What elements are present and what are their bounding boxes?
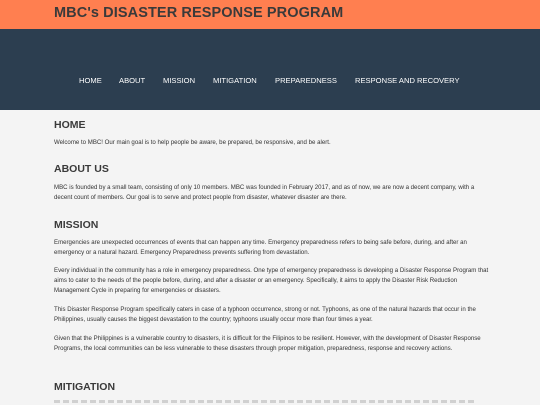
about-heading: ABOUT US — [54, 163, 109, 175]
nav-mission[interactable]: MISSION — [163, 76, 196, 85]
header-bar — [0, 0, 540, 29]
nav-about[interactable]: ABOUT — [119, 76, 146, 85]
cut-off-text-line — [54, 400, 474, 403]
mission-heading: MISSION — [54, 219, 99, 231]
main-navigation — [0, 29, 540, 110]
nav-preparedness[interactable]: PREPAREDNESS — [275, 76, 337, 85]
mission-paragraph-1: Emergencies are unexpected occurrences of events that can happen any time. Emergency preparedness refers to being safe before, during, and after an emergency or a natural hazard. Emergency Preparedness prevents suffering from devastation. — [54, 239, 467, 257]
mission-paragraph-3: This Disaster Response Program specifically caters in case of a typhoon occurrence, strong or not. Typhoons, as one of the natural hazards that occur in the Philippines, usually causes the biggest devastation to the country; typhoons usually occur more than four times a year. — [54, 306, 476, 324]
site-title: MBC's DISASTER RESPONSE PROGRAM — [54, 5, 344, 21]
nav-response-recovery[interactable]: RESPONSE AND RECOVERY — [355, 76, 460, 85]
mission-paragraph-2: Every individual in the community has a role in emergency preparedness. One type of emergency preparedness is developing a Disaster Response Program that aims to cater to the needs of the people before, during, and after a disaster or an emergency. Specifically, it aims to apply the Disaster Risk Reduction Management Cycle in preparing for emergencies or disasters. — [54, 267, 489, 295]
home-heading: HOME — [54, 119, 86, 131]
home-text: Welcome to MBC! Our main goal is to help people be aware, be prepared, be responsive, and be alert. — [54, 139, 331, 146]
nav-mitigation[interactable]: MITIGATION — [213, 76, 257, 85]
mission-paragraph-4: Given that the Philippines is a vulnerable country to disasters, it is difficult for the Filipinos to be resilient. However, with the development of Disaster Response Programs, the local communities can be less vulnerable to these disasters through proper mitigation, preparedness, response and recovery actions. — [54, 335, 481, 353]
main-content — [0, 110, 540, 405]
mitigation-heading: MITIGATION — [54, 381, 116, 393]
nav-home[interactable]: HOME — [79, 76, 102, 85]
about-text: MBC is founded by a small team, consisting of only 10 members. MBC was founded in February 2017, and as of now, we are now a decent company, with a decent count of members. Our goal is to serve and protect people from disaster, whatever disaster are there. — [54, 184, 475, 202]
